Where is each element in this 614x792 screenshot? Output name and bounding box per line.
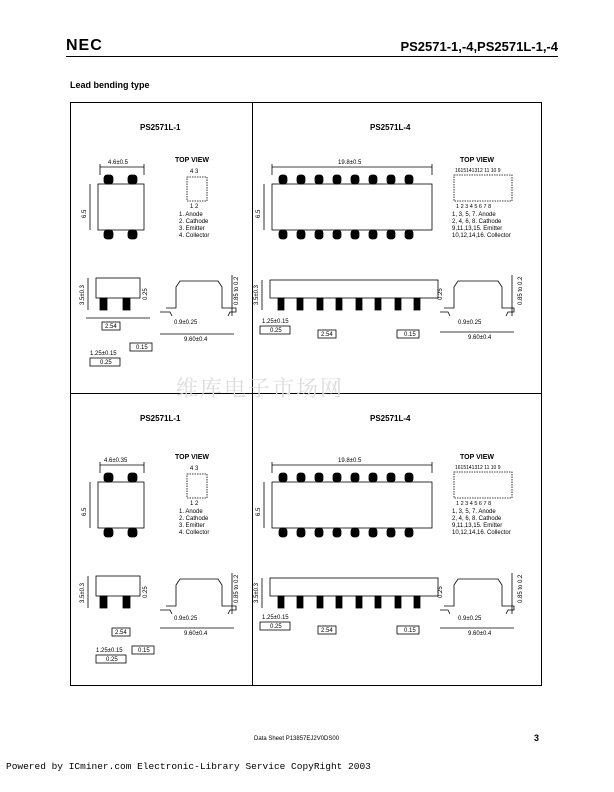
panel-title: PS2571L-4 bbox=[370, 123, 411, 132]
dim-thickness: 0.85 to 0.2 bbox=[518, 574, 524, 603]
panel-top-right bbox=[254, 123, 524, 341]
pin-legend-1: 1. Anode bbox=[179, 212, 203, 218]
panel-top-left bbox=[80, 123, 240, 366]
dim-pitch: 2.54 bbox=[105, 324, 117, 330]
document-title: PS2571-1,-4,PS2571L-1,-4 bbox=[400, 39, 558, 54]
dim-lead-height: 0.25 bbox=[143, 288, 149, 300]
dim-offset: 0.9±0.25 bbox=[174, 616, 198, 622]
company-logo: NEC bbox=[66, 37, 103, 54]
pin-legend-2: 2. Cathode bbox=[179, 219, 209, 225]
pin-legend-4: 4. Collector bbox=[179, 530, 210, 536]
dim-offset: 0.9±0.25 bbox=[458, 320, 482, 326]
pin-legend-1: 1, 3, 5, 7. Anode bbox=[452, 212, 496, 218]
dim-height: 6.5 bbox=[82, 209, 88, 218]
dim-lead-width: 1.25±0.15 bbox=[96, 648, 123, 654]
dim-offset: 0.9±0.25 bbox=[458, 616, 482, 622]
pin-legend-2: 2, 4, 6, 8. Cathode bbox=[452, 516, 502, 522]
panel-bottom-right bbox=[254, 414, 524, 637]
section-title: Lead bending type bbox=[70, 80, 150, 90]
dim-body-height: 3.5±0.3 bbox=[254, 285, 260, 305]
powered-by-footer: Powered by ICminer.com Electronic-Library Service CopyRight 2003 bbox=[6, 761, 371, 772]
pin-legend-4: 10,12,14,16. Collector bbox=[452, 233, 511, 239]
panel-bottom-left bbox=[80, 414, 240, 663]
dim-width: 4.6±0.5 bbox=[108, 160, 128, 166]
pin-legend-3: 3. Emitter bbox=[179, 226, 205, 232]
dim-lead-width: 1.25±0.15 bbox=[262, 615, 289, 621]
dim-lead-width: 1.25±0.15 bbox=[262, 319, 289, 325]
pin-legend-1: 1, 3, 5, 7. Anode bbox=[452, 509, 496, 515]
dim-pitch: 2.54 bbox=[321, 628, 333, 634]
dim-height: 6.5 bbox=[256, 507, 262, 516]
pin-legend-2: 2. Cathode bbox=[179, 516, 209, 522]
dim-lead-height: 0.25 bbox=[143, 586, 149, 598]
datasheet-id: Data Sheet P13857EJ2V0DS00 bbox=[254, 736, 340, 742]
pin-numbers-bottom: 1 2 3 4 5 6 7 8 bbox=[456, 204, 492, 210]
pin-legend-1: 1. Anode bbox=[179, 509, 203, 515]
top-view-label: TOP VIEW bbox=[460, 157, 494, 164]
dim-pitch: 2.54 bbox=[321, 332, 333, 338]
top-view-label: TOP VIEW bbox=[460, 454, 494, 461]
dim-offset: 0.9±0.25 bbox=[174, 320, 198, 326]
dim-lead-height: 0.25 bbox=[438, 586, 444, 598]
pin-legend-3: 3. Emitter bbox=[179, 523, 205, 529]
dim-tolerance-015: 0.15 bbox=[138, 648, 150, 654]
watermark: 维库电子市场网 bbox=[176, 377, 345, 402]
pin-numbers-top: 1615141312 11 10 9 bbox=[455, 465, 501, 471]
page-number: 3 bbox=[534, 733, 540, 743]
pin-legend-4: 10,12,14,16. Collector bbox=[452, 530, 511, 536]
top-view-label: TOP VIEW bbox=[175, 454, 209, 461]
dim-height: 6.5 bbox=[256, 209, 262, 218]
top-view-label: TOP VIEW bbox=[175, 157, 209, 164]
dim-lead-height: 0.25 bbox=[438, 288, 444, 300]
dim-thickness: 0.85 to 0.2 bbox=[234, 276, 240, 305]
dim-tolerance-025: 0.25 bbox=[100, 360, 112, 366]
dim-span: 9.60±0.4 bbox=[184, 631, 208, 637]
pin-numbers-bottom: 1 2 3 4 5 6 7 8 bbox=[456, 501, 492, 507]
dim-span: 9.60±0.4 bbox=[184, 337, 208, 343]
dim-width: 19.8±0.5 bbox=[338, 160, 362, 166]
dim-body-height: 3.5±0.3 bbox=[80, 583, 86, 603]
pin-numbers-bottom: 1 2 bbox=[190, 501, 199, 507]
dim-body-height: 3.5±0.3 bbox=[80, 285, 86, 305]
dim-width: 19.8±0.5 bbox=[338, 458, 362, 464]
dim-lead-width: 1.25±0.15 bbox=[90, 351, 117, 357]
dim-tolerance-025: 0.25 bbox=[106, 657, 118, 663]
pin-legend-4: 4. Collector bbox=[179, 233, 210, 239]
panel-title: PS2571L-1 bbox=[140, 123, 181, 132]
dim-pitch: 2.54 bbox=[115, 630, 127, 636]
dim-span: 9.60±0.4 bbox=[468, 335, 492, 341]
pin-numbers-top: 4 3 bbox=[190, 466, 199, 472]
pin-legend-2: 2, 4, 6, 8. Cathode bbox=[452, 219, 502, 225]
dim-tolerance-015: 0.15 bbox=[404, 332, 416, 338]
pin-numbers-top: 4 3 bbox=[190, 169, 199, 175]
dim-tolerance-015: 0.15 bbox=[404, 628, 416, 634]
dim-tolerance-025: 0.25 bbox=[270, 328, 282, 334]
dim-span: 9.60±0.4 bbox=[468, 631, 492, 637]
pin-numbers-top: 1615141312 11 10 9 bbox=[455, 168, 501, 174]
panel-title: PS2571L-1 bbox=[140, 414, 181, 423]
dim-height: 6.5 bbox=[82, 507, 88, 516]
pin-legend-3: 9,11,13,15. Emitter bbox=[452, 523, 503, 529]
dim-thickness: 0.85 to 0.2 bbox=[518, 276, 524, 305]
dim-body-height: 3.5±0.3 bbox=[254, 583, 260, 603]
panel-title: PS2571L-4 bbox=[370, 414, 411, 423]
pin-numbers-bottom: 1 2 bbox=[190, 204, 199, 210]
dim-width: 4.6±0.35 bbox=[104, 458, 128, 464]
dim-tolerance-015: 0.15 bbox=[136, 345, 148, 351]
pin-legend-3: 9,11,13,15. Emitter bbox=[452, 226, 503, 232]
dim-tolerance-025: 0.25 bbox=[270, 624, 282, 630]
dim-thickness: 0.85 to 0.2 bbox=[234, 574, 240, 603]
